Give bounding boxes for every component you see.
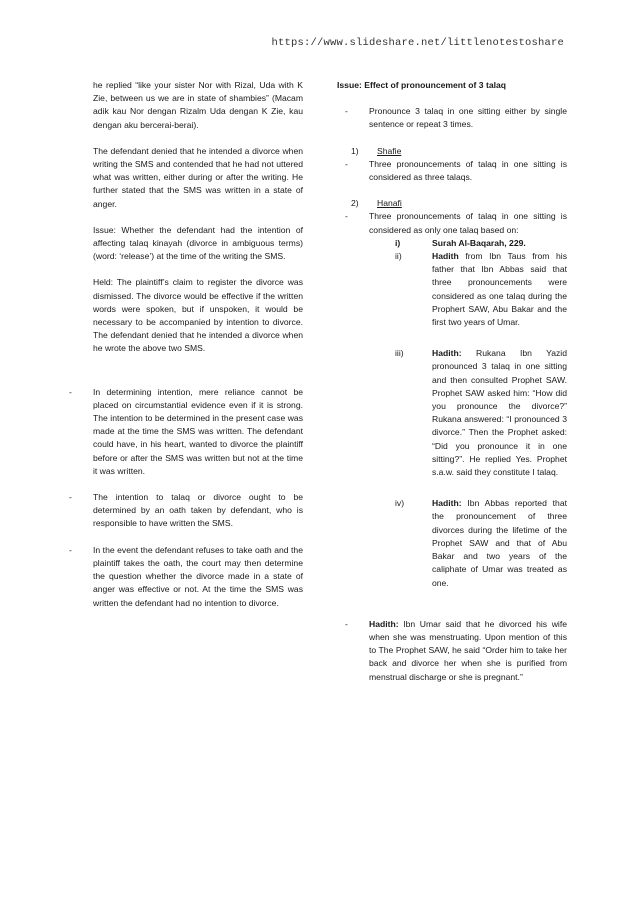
sub-item-iv [337, 497, 567, 589]
sub-item-iii [337, 347, 567, 479]
school-title: Hanafi [377, 198, 402, 209]
paragraph-held: Held: The plaintiff’s claim to register the divorce was dismissed. The divorce would be effective if the written words were spoken, but if unspoken, it would be necessary to be accompanied by intention to divorce. The defendant denied that he intended a divorce when he wrote the above two SMS. [93, 277, 303, 354]
bullet-pronounce [345, 105, 567, 131]
bullet-text: In determining intention, mere reliance cannot be placed on circumstantial evidence even if it is strong. The intention to be determined in the present case was made at the time the SMS was written. The defendant could have, in his heart, wanted to divorce the plaintiff before or after the SMS was written but not at the time it was written. [93, 386, 303, 476]
sub-number: i) [395, 237, 401, 248]
school-title: Shafie [377, 145, 402, 156]
paragraph-defendant-denial: The defendant denied that he intended a divorce when writing the SMS and contended that he had not uttered what was written, either during or after the writing. He further stated that the SMS was written in a state of anger. [93, 145, 303, 209]
dash-marker: - [345, 618, 348, 629]
source-url[interactable]: https://www.slideshare.net/littlenotestoshare [271, 37, 564, 49]
hadith-label: Hadith: [369, 618, 399, 629]
list-number: 1) [351, 145, 359, 156]
bullet-ibn-umar [345, 618, 567, 684]
school-hanafi [337, 197, 567, 210]
sub-number: ii) [395, 251, 402, 262]
list-number: 2) [351, 198, 359, 209]
right-column [337, 79, 567, 684]
paragraph-issue: Issue: Whether the defendant had the intention of affecting talaq kinayah (divorce in ambiguous terms) (word: ‘release’) at the time of the writing the SMS. [93, 224, 303, 262]
bullet-text: Pronounce 3 talaq in one sitting either by single sentence or repeat 3 times. [369, 106, 567, 130]
bullet-text: Ibn Umar said that he divorced his wife when she was menstruating. Upon mention of this to The Prophet SAW, he said “Order him to take her back and divorce her when she is purified from menstrual discharge or she is pregnant.” [369, 618, 567, 682]
sub-text: Ibn Abbas reported that the pronouncement of three divorces during the lifetime of the Prophet SAW and that of Abu Bakar and two years of the caliphate of Umar was treated as one. [432, 498, 567, 588]
sub-number: iv) [395, 498, 405, 509]
paragraph-reply: he replied “like your sister Nor with Rizal, Uda with K Zie, between us we are in state of shambies” (Macam adik kau Nor dengan Rizalm Uda dengan K Zie, kau dengan aku bercerai-berai). [93, 80, 303, 130]
dash-marker: - [345, 106, 348, 117]
issue-heading: Issue: Effect of pronouncement of 3 talaq [337, 80, 507, 90]
left-column [69, 79, 303, 610]
sub-item-i [337, 237, 567, 250]
bullet-refusal [69, 544, 303, 610]
hanafi-detail [345, 210, 567, 236]
school-shafie [337, 145, 567, 158]
sub-item-ii [337, 250, 567, 329]
bullet-text: The intention to talaq or divorce ought to be determined by an oath taken by defendant, who is responsible to have written the SMS. [93, 492, 303, 529]
bullet-text: In the event the defendant refuses to take oath and the plaintiff takes the oath, the court may then determine the question whether the divorce made in a state of anger was effective or not. At the time the SMS was written the defendant had no intention to divorce. [93, 544, 303, 608]
dash-marker: - [69, 386, 72, 397]
bullet-oath [69, 491, 303, 531]
shafie-detail [345, 158, 567, 184]
hadith-label: Hadith [432, 251, 459, 262]
bullet-intention [69, 386, 303, 478]
dash-marker: - [345, 211, 348, 222]
hadith-label: Hadith: [432, 498, 462, 509]
dash-marker: - [69, 544, 72, 555]
dash-marker: - [345, 158, 348, 169]
detail-text: Three pronouncements of talaq in one sitting is considered as only one talaq based on: [369, 211, 567, 235]
sub-text: Surah Al-Baqarah, 229. [432, 237, 526, 248]
dash-marker: - [69, 492, 72, 503]
sub-number: iii) [395, 348, 404, 359]
sub-text: from Ibn Taus from his father that Ibn Abbas said that three pronouncements were considered as one talaq during the Prophert SAW, Abu Bakar and the first two years of Umar. [432, 251, 567, 328]
sub-text: Rukana Ibn Yazid pronounced 3 talaq in one sitting and then consulted Prophet SAW. Prophet SAW asked him: “How did you pronounce the divorce?” Rukana answered: “I pronounced 3 divorce.” Then the Prophet asked: “Did you pronounce it in one sitting?”. He replied Yes. Prophet s.a.w. said they constitute I talaq. [432, 348, 567, 478]
hadith-label: Hadith: [432, 348, 462, 359]
detail-text: Three pronouncements of talaq in one sitting is considered as three talaqs. [369, 158, 567, 183]
